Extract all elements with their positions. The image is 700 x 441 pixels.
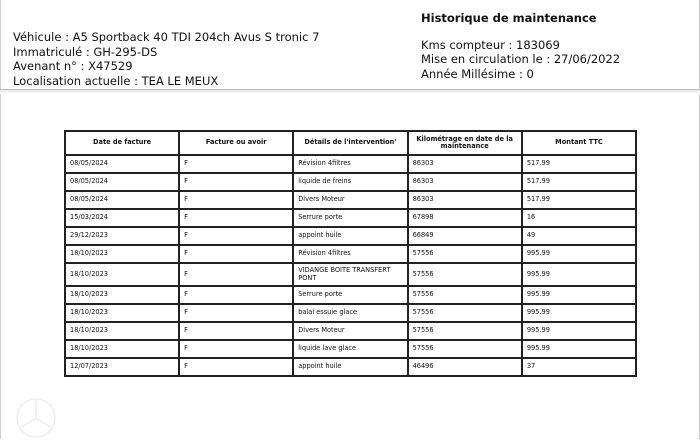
cell-amount: 995.99 <box>522 263 636 286</box>
header-mileage: Kilométrage en date de la maintenance <box>408 131 522 155</box>
cell-amount: 995.99 <box>522 340 636 358</box>
cell-date: 18/10/2023 <box>65 340 179 358</box>
cell-date: 18/10/2023 <box>65 304 179 322</box>
cell-mileage: 57556 <box>408 263 522 286</box>
odometer-reading: Kms compteur : 183069 <box>421 37 560 52</box>
cell-type: F <box>179 173 293 191</box>
cell-amount: 995.99 <box>522 245 636 263</box>
table-header-row <box>65 131 636 155</box>
cell-mileage: 66849 <box>408 227 522 245</box>
table-row <box>65 358 636 376</box>
cell-details: liquide lave glace <box>293 340 407 358</box>
cell-date: 08/05/2024 <box>65 191 179 209</box>
table-row <box>65 340 636 358</box>
cell-date: 18/10/2023 <box>65 263 179 286</box>
table-row <box>65 209 636 227</box>
header-amount: Montant TTC <box>522 131 636 155</box>
cell-date: 18/10/2023 <box>65 245 179 263</box>
cell-mileage: 46496 <box>408 358 522 376</box>
vehicle-location: Localisation actuelle : TEA LE MEUX <box>13 73 219 88</box>
cell-type: F <box>179 191 293 209</box>
cell-details: appoint huile <box>293 227 407 245</box>
cell-mileage: 86303 <box>408 173 522 191</box>
brand-logo-watermark-icon <box>6 392 66 440</box>
table-row <box>65 263 636 286</box>
cell-date: 08/05/2024 <box>65 155 179 173</box>
cell-mileage: 86303 <box>408 191 522 209</box>
table-row <box>65 155 636 173</box>
cell-type: F <box>179 340 293 358</box>
cell-date: 18/10/2023 <box>65 322 179 340</box>
cell-date: 12/07/2023 <box>65 358 179 376</box>
cell-mileage: 67898 <box>408 209 522 227</box>
table-row <box>65 304 636 322</box>
cell-amount: 37 <box>522 358 636 376</box>
header-intervention-details: Détails de l'intervention' <box>293 131 407 155</box>
header-shadow <box>0 90 700 94</box>
maintenance-table <box>64 130 637 377</box>
table-row <box>65 322 636 340</box>
cell-date: 08/05/2024 <box>65 173 179 191</box>
cell-type: F <box>179 322 293 340</box>
table-row <box>65 173 636 191</box>
cell-mileage: 57556 <box>408 245 522 263</box>
cell-amount: 995.99 <box>522 304 636 322</box>
cell-amount: 995.99 <box>522 322 636 340</box>
header-invoice-date: Date de facture <box>65 131 179 155</box>
cell-type: F <box>179 286 293 304</box>
registration-date: Mise en circulation le : 27/06/2022 <box>421 52 621 66</box>
cell-details: balai essuie glace <box>293 304 407 322</box>
cell-type: F <box>179 227 293 245</box>
table-row <box>65 191 636 209</box>
cell-amount: 517.99 <box>522 173 636 191</box>
cell-details: Serrure porte <box>293 209 407 227</box>
cell-mileage: 57556 <box>408 286 522 304</box>
maintenance-summary <box>421 11 620 81</box>
table-row <box>65 286 636 304</box>
cell-amount: 517.99 <box>522 191 636 209</box>
cell-mileage: 57556 <box>408 304 522 322</box>
model-year: Année Millésime : 0 <box>421 66 534 81</box>
vehicle-amendment: Avenant n° : X47529 <box>13 59 133 73</box>
cell-amount: 517.99 <box>522 155 636 173</box>
vehicle-model: Véhicule : A5 Sportback 40 TDI 204ch Avus S tronic 7 <box>13 30 320 44</box>
cell-details: Divers Moteur <box>293 322 407 340</box>
cell-details: Serrure porte <box>293 286 407 304</box>
cell-details: Divers Moteur <box>293 191 407 209</box>
cell-date: 15/03/2024 <box>65 209 179 227</box>
cell-mileage: 57556 <box>408 322 522 340</box>
cell-type: F <box>179 209 293 227</box>
cell-type: F <box>179 358 293 376</box>
cell-date: 18/10/2023 <box>65 286 179 304</box>
vehicle-registration: Immatriculé : GH-295-DS <box>13 44 158 59</box>
table-row <box>65 227 636 245</box>
cell-type: F <box>179 263 293 286</box>
cell-mileage: 86303 <box>408 155 522 173</box>
cell-details: VIDANGE BOITE TRANSFERT PONT <box>293 263 407 286</box>
vehicle-info <box>13 30 319 88</box>
page-title: Historique de maintenance <box>421 11 597 25</box>
cell-type: F <box>179 155 293 173</box>
cell-mileage: 57556 <box>408 340 522 358</box>
cell-details: appoint huile <box>293 358 407 376</box>
table-row <box>65 245 636 263</box>
cell-date: 29/12/2023 <box>65 227 179 245</box>
cell-type: F <box>179 245 293 263</box>
header-invoice-type: Facture ou avoir <box>179 131 293 155</box>
cell-details: Révision 4filtres <box>293 155 407 173</box>
cell-type: F <box>179 304 293 322</box>
cell-amount: 995.99 <box>522 286 636 304</box>
cell-details: Révision 4filtres <box>293 245 407 263</box>
cell-amount: 16 <box>522 209 636 227</box>
cell-amount: 49 <box>522 227 636 245</box>
cell-details: liquide de freins <box>293 173 407 191</box>
